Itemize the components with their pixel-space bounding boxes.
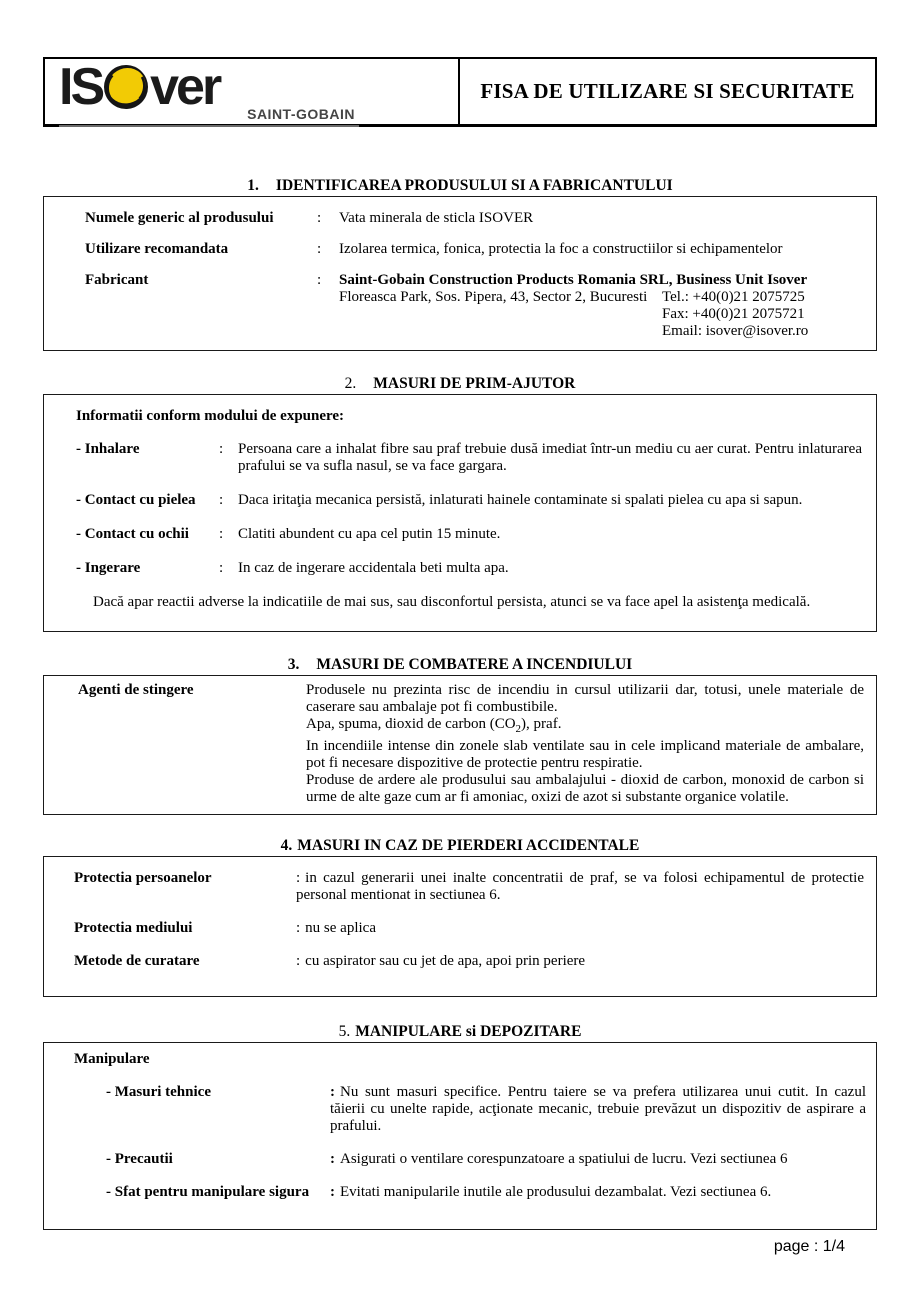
fire-paragraph-4: Produse de ardere ale produsului sau ambalajului - dioxid de carbon, monoxid de carbon si urme de alte gaze cum ar fi amoniac, oxizi de azot si substante organice volatile.	[306, 772, 864, 805]
row-value: : Nu sunt masuri specifice. Pentru taiere se va prefera utilizarea unui cutit. In cazul tăierii cu unelte rapide, acţionate mecanic, trebuie prevăzut un dispozitiv de aspirare a prafului.	[330, 1084, 866, 1134]
row-label: Protectia mediului	[74, 920, 193, 936]
row-colon: :	[296, 953, 301, 969]
row-colon: :	[317, 210, 322, 226]
row-precautii	[44, 1151, 876, 1168]
fire-paragraph-3: In incendiile intense din zonele slab ventilate sau in cele implicand materiale de ambalare, pot fi necesare dispozitive de protectie pentru respiratie.	[306, 738, 864, 771]
row-label: - Contact cu ochii	[76, 526, 189, 542]
section-pierderi-accidentale	[43, 837, 877, 997]
row-value: Daca iritaţia mecanica persistă, inlaturati hainele contaminate si spalati pielea cu apa si sapun.	[238, 492, 803, 508]
row-label: - Sfat pentru manipulare sigura	[106, 1184, 310, 1200]
row-value: Persoana care a inhalat fibre sau praf trebuie dusă imediat într-un mediu cu aer curat. Pentru inlaturarea prafului se va sufla nasul, se va face gargara.	[238, 441, 862, 474]
saint-gobain-wordmark: SAINT-GOBAIN	[247, 106, 355, 122]
row-colon: :	[296, 870, 301, 886]
row-fabricant	[44, 272, 876, 340]
row-colon: :	[317, 272, 322, 288]
section-1-title: 1. IDENTIFICAREA PRODUSULUI SI A FABRICANTULUI	[247, 177, 673, 194]
row-colon: :	[330, 1151, 335, 1167]
section-1-box	[43, 196, 877, 351]
page-indicator: page : 1/4	[773, 1238, 845, 1255]
row-label: Numele generic al produsului	[85, 210, 274, 226]
fabricant-address: Floreasca Park, Sos. Pipera, 43, Sector 2, Bucuresti	[339, 289, 648, 305]
manipulare-subheading: Manipulare	[74, 1051, 150, 1067]
row-label: - Precautii	[106, 1151, 173, 1167]
row-label: Fabricant	[85, 272, 149, 288]
row-utilizare	[44, 241, 876, 258]
row-value: : Asigurati o ventilare corespunzatoare a spatiului de lucru. Vezi sectiunea 6	[330, 1151, 788, 1167]
document-title-cell	[458, 59, 875, 124]
row-protectia-mediului	[44, 920, 876, 937]
section-4-box	[43, 856, 877, 997]
row-label: - Masuri tehnice	[106, 1084, 211, 1100]
row-colon: :	[296, 920, 301, 936]
section-1-number: 1.	[247, 177, 259, 194]
row-label: Metode de curatare	[74, 953, 200, 969]
row-value: : nu se aplica	[296, 920, 376, 936]
isover-logo	[45, 59, 458, 124]
row-label: Utilizare recomandata	[85, 241, 229, 257]
fabricant-fax: Fax: +40(0)21 2075721	[662, 306, 805, 322]
fire-paragraph-1: Produsele nu prezinta risc de incendiu in cursul utilizarii dar, totusi, unele materiale de caserare sau ambalaje pot fi combustibile.	[306, 682, 864, 715]
document-header	[43, 57, 877, 127]
fabricant-details	[339, 272, 876, 340]
row-value: In caz de ingerare accidentala beti multa apa.	[238, 560, 509, 576]
fabricant-tel: Tel.: +40(0)21 2075725	[662, 289, 805, 305]
row-numele-generic	[44, 210, 876, 227]
row-colon: :	[317, 241, 322, 257]
row-protectia-persoanelor	[44, 870, 876, 904]
section-manipulare-depozitare	[43, 1023, 877, 1230]
section-2-title: 2. MASURI DE PRIM-AJUTOR	[344, 375, 576, 392]
section-2-number: 2.	[344, 375, 357, 392]
row-label: - Ingerare	[76, 560, 141, 576]
section-identificare	[43, 177, 877, 351]
logo-underline	[59, 125, 359, 127]
section-4-number: 4.	[280, 837, 293, 854]
row-contact-ochii	[44, 526, 876, 543]
row-value: : cu aspirator sau cu jet de apa, apoi prin periere	[296, 953, 586, 969]
row-colon: :	[330, 1084, 335, 1100]
section-5-number: 5.	[338, 1023, 351, 1040]
row-colon: :	[219, 526, 224, 542]
row-label: Protectia persoanelor	[74, 870, 212, 886]
row-colon: :	[219, 441, 224, 457]
row-colon: :	[219, 492, 224, 508]
co2-subscript: 2	[515, 723, 522, 735]
isover-o-icon	[103, 64, 149, 110]
section-3-title: 3. MASURI DE COMBATERE A INCENDIULUI	[287, 656, 633, 673]
row-value: Vata minerala de sticla ISOVER	[339, 210, 534, 226]
row-contact-pielea	[44, 492, 876, 509]
fire-paragraph-2: Apa, spuma, dioxid de carbon $(CO_2)$, praf.	[306, 716, 562, 735]
fabricant-address-line	[339, 289, 866, 306]
exposure-intro: Informatii conform modului de expunere:	[76, 408, 345, 424]
document-title: FISA DE UTILIZARE SI SECURITATE	[480, 79, 855, 103]
row-label: Agenti de stingere	[78, 682, 194, 698]
row-metode-curatare	[44, 953, 876, 970]
section-5-title: 5. MANIPULARE si DEPOZITARE	[338, 1023, 582, 1040]
row-sfat-manipulare	[44, 1184, 876, 1201]
section-prim-ajutor	[43, 375, 877, 632]
row-colon: :	[330, 1184, 335, 1200]
row-agenti-stingere	[44, 682, 876, 806]
section-2-box	[43, 394, 877, 632]
isover-wordmark-ver: ver	[150, 58, 220, 116]
row-value: Clatiti abundent cu apa cel putin 15 minute.	[238, 526, 501, 542]
row-ingerare	[44, 560, 876, 577]
medical-assistance-note: Dacă apar reactii adverse la indicatiile de mai sus, sau disconfortul persista, atunci se va face apel la asistenţa medicală.	[93, 594, 811, 610]
row-value	[306, 682, 876, 806]
section-3-number: 3.	[287, 656, 300, 673]
section-5-box	[43, 1042, 877, 1230]
row-label: - Contact cu pielea	[76, 492, 196, 508]
row-colon: :	[219, 560, 224, 576]
row-masuri-tehnice	[44, 1084, 876, 1135]
row-value: : Evitati manipularile inutile ale produsului dezambalat. Vezi sectiunea 6.	[330, 1184, 772, 1200]
section-3-box	[43, 675, 877, 815]
row-inhalare	[44, 441, 876, 475]
row-value: : in cazul generarii unei inalte concentratii de praf, se va folosi echipamentul de protectie personal mentionat in sectiunea 6.	[296, 870, 864, 903]
fabricant-company: Saint-Gobain Construction Products Romania SRL, Business Unit Isover	[339, 272, 808, 288]
section-combatere-incendiu	[43, 656, 877, 815]
section-4-title: 4. MASURI IN CAZ DE PIERDERI ACCIDENTALE	[280, 837, 640, 854]
isover-wordmark-is: IS	[59, 58, 103, 116]
row-label: - Inhalare	[76, 441, 140, 457]
fabricant-email: Email: isover@isover.ro	[662, 323, 809, 339]
row-value: Izolarea termica, fonica, protectia la foc a constructiilor si echipamentelor	[339, 241, 783, 257]
